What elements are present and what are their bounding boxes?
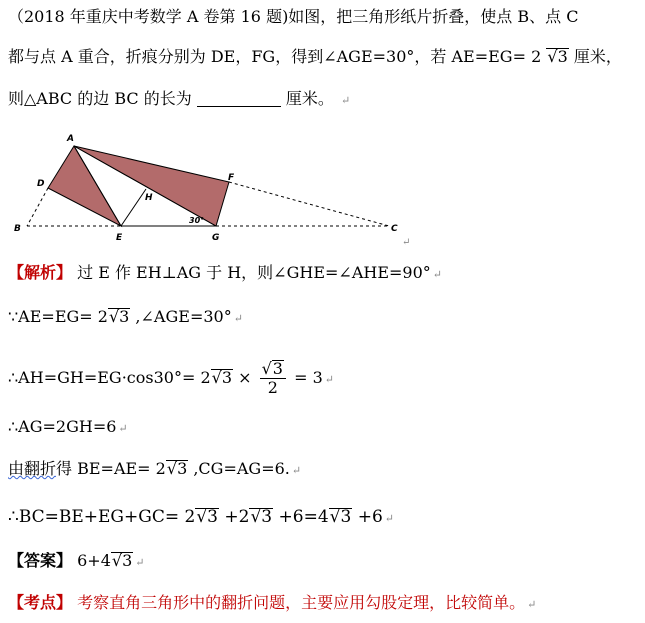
- problem-line-2: [8, 46, 622, 68]
- fraction: $\frac{√3}{2}$: [260, 360, 286, 397]
- label-a: A: [67, 134, 74, 144]
- label-d: D: [37, 179, 45, 189]
- return-mark: ↵: [341, 94, 351, 107]
- label-c: C: [391, 224, 398, 234]
- triangle-fold-figure: [0, 132, 420, 248]
- radical: √3: [196, 507, 218, 527]
- problem-text: （2018 年重庆中考数学 A 卷第 16 题)如图，把三角形纸片折叠，使点 B、点 C: [8, 7, 579, 26]
- angle-label: 30°: [189, 216, 205, 225]
- radical: √3: [250, 507, 273, 527]
- solution-step-2: ∴AH=GH=EG·cos30°= 2√3 × $\frac{√3}{2}$ = 3 ↵: [8, 359, 334, 397]
- problem-text: 都与点 A 重合，折痕分别为 DE，FG，得到∠AGE=30°，若 AE=EG= 2: [8, 47, 542, 66]
- key-point-tag: 【考点】: [8, 593, 73, 612]
- problem-line-3: [8, 88, 350, 112]
- answer-blank: [197, 90, 281, 107]
- radical: √3: [108, 307, 130, 326]
- solution-step-5: ∴BC=BE+EG+GC= 2√3 +2√3 +6=4√3 +6 ↵: [8, 507, 395, 527]
- label-b: B: [14, 224, 21, 234]
- label-f: F: [228, 173, 235, 183]
- problem-line-1: [8, 6, 578, 28]
- radical: √3: [211, 368, 233, 387]
- segment-eh: [121, 189, 146, 226]
- spellcheck-underlined-text: 由翻折: [8, 459, 57, 478]
- analysis-line: 【解析】 过 E 作 EH⊥AG 于 H，则∠GHE=∠AHE=90° ↵: [8, 263, 442, 282]
- solution-step-4: 由翻折得 BE=AE= 2√3 ,CG=AG=6. ↵: [8, 459, 302, 478]
- problem-text: 则△ABC 的边 BC 的长为: [8, 89, 192, 108]
- dashed-edge-fc: [229, 182, 389, 226]
- label-h: H: [145, 193, 153, 203]
- problem-text: 厘米，: [573, 47, 622, 66]
- return-mark: ↵: [402, 237, 411, 248]
- key-point-text: 考察直角三角形中的翻折问题，主要应用勾股定理，比较简单。: [72, 593, 526, 612]
- answer-text: 6+4: [72, 551, 111, 570]
- problem-text: 厘米。: [285, 89, 334, 108]
- analysis-text: 过 E 作 EH⊥AG 于 H，则∠GHE=∠AHE=90°: [72, 263, 431, 282]
- label-g: G: [212, 233, 220, 243]
- radical: √3: [547, 47, 568, 66]
- dashed-edge-db: [27, 188, 48, 226]
- solution-step-3: ∴AG=2GH=6 ↵: [8, 417, 128, 436]
- key-point-line: 【考点】 考察直角三角形中的翻折问题，主要应用勾股定理，比较简单。 ↵: [8, 593, 537, 612]
- radical: √3: [329, 507, 352, 527]
- analysis-tag: 【解析】: [8, 263, 73, 282]
- solution-step-1: ∵AE=EG= 2√3 ,∠AGE=30° ↵: [8, 307, 243, 326]
- radical: √3: [166, 459, 188, 478]
- radical: √3: [111, 551, 133, 570]
- answer-tag: 【答案】: [8, 551, 73, 570]
- label-e: E: [116, 233, 123, 243]
- answer-line: 【答案】 6+4√3 ↵: [8, 551, 145, 570]
